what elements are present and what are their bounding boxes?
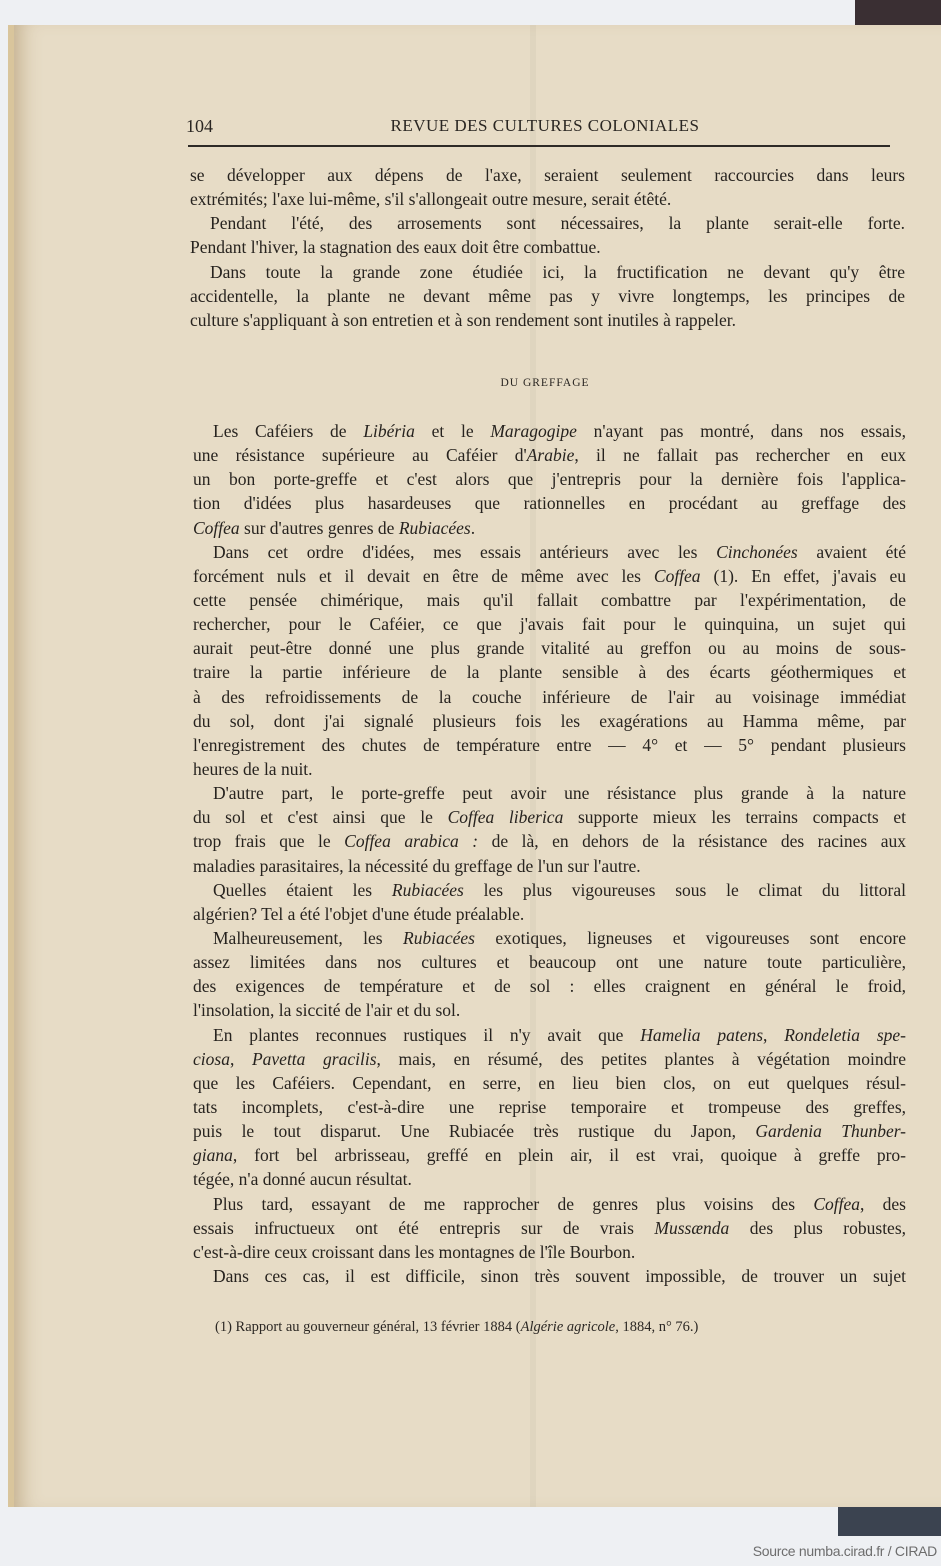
text-line: assez limitées dans nos cultures et beaucoup ont une nature toute particulière,: [193, 952, 906, 973]
paragraph: [190, 163, 905, 211]
italic-term: Rubiacées: [398, 517, 471, 538]
text-line: extrémités; l'axe lui-même, s'il s'allongeait outre mesure, serait étêté.: [190, 189, 672, 210]
text-line: heures de la nuit.: [193, 758, 313, 779]
text-line: du sol, dont j'ai signalé plusieurs fois les exagérations au Hamma même, par: [193, 710, 906, 731]
text-line: puis le tout disparut. Une Rubiacée très rustique du Japon, Gardenia Thunber-: [193, 1121, 907, 1142]
text-line: algérien? Tel a été l'objet d'une étude préalable.: [193, 903, 525, 924]
italic-term: Algérie agricole: [520, 1319, 616, 1335]
text-line: c'est-à-dire ceux croissant dans les montagnes de l'île Bourbon.: [193, 1241, 636, 1262]
text-line: Pendant l'été, des arrosements sont nécessaires, la plante serait-elle forte.: [210, 213, 905, 234]
main-text-block: [193, 419, 906, 1288]
text-line: aurait peut-être donné une plus grande vitalité au greffon ou au moins de sous-: [193, 638, 906, 659]
text-line: maladies parasitaires, la nécessité du greffage de l'un sur l'autre.: [193, 855, 641, 876]
footnote: (1) Rapport au gouverneur général, 13 février 1884 (Algérie agricole, 1884, n° 76.): [215, 1319, 699, 1335]
text-line: D'autre part, le porte-greffe peut avoir une résistance plus grande à la nature: [213, 783, 906, 804]
paragraph: [190, 260, 905, 332]
italic-term: Rondeletia spe-: [784, 1024, 906, 1045]
text-line: des exigences de température et de sol : elles craignent en général le froid,: [193, 976, 906, 997]
text-line: tégée, n'a donné aucun résultat.: [193, 1169, 412, 1190]
paragraph: [193, 419, 906, 540]
italic-term: Maragogipe: [490, 421, 577, 441]
paragraph: [193, 1023, 906, 1192]
text-line: tion d'idées plus hasardeuses que rationnelles en procédant au greffage des: [193, 493, 906, 514]
text-line: Dans ces cas, il est difficile, sinon très souvent impossible, de trouver un sujet: [213, 1265, 906, 1286]
paragraph: [193, 926, 906, 1023]
paragraph: [190, 211, 905, 259]
italic-term: Coffea arabica :: [344, 831, 479, 852]
italic-term: Coffea: [813, 1193, 860, 1214]
italic-term: Hamelia patens: [640, 1024, 764, 1045]
page-number: 104: [186, 116, 213, 136]
text-line: Dans cet ordre d'idées, mes essais antérieurs avec les Cinchonées avaient été: [213, 541, 906, 562]
text-line: En plantes reconnues rustiques il n'y avait que Hamelia patens, Rondeletia spe-: [213, 1024, 906, 1045]
text-line: cette pensée chimérique, mais qu'il fallait combattre par l'expérimentation, de: [193, 589, 906, 610]
text-line: un bon porte-greffe et c'est alors que j'entrepris pour la dernière fois l'applica-: [193, 469, 906, 490]
text-line: une résistance supérieure au Caféier d'Arabie, il ne fallait pas rechercher en eux: [193, 445, 906, 466]
text-line: forcément nuls et il devait en être de même avec les Coffea (1). En effet, j'avais eu: [193, 565, 906, 586]
italic-term: Gardenia Thunber-: [755, 1121, 907, 1142]
text-line: ciosa, Pavetta gracilis, mais, en résumé, des petites plantes à végétation moindre: [193, 1048, 907, 1069]
text-line: se développer aux dépens de l'axe, seraient seulement raccourcies dans leurs: [190, 165, 905, 185]
section-title: DU GREFFAGE: [500, 377, 590, 389]
top-text-block: [190, 163, 905, 332]
text-line: Quelles étaient les Rubiacées les plus vigoureuses sous le climat du littoral: [213, 879, 906, 900]
text-line: l'enregistrement des chutes de température entre — 4° et — 5° pendant plusieurs: [193, 734, 906, 755]
text-line: tats incomplets, c'est-à-dire une reprise temporaire et trompeuse des greffes,: [193, 1096, 906, 1117]
background-object: [838, 1506, 941, 1536]
paragraph: [193, 1192, 906, 1264]
paragraph: [193, 1264, 906, 1288]
text-line: Les Caféiers de Libéria et le Maragogipe n'ayant pas montré, dans nos essais,: [213, 421, 906, 441]
text-line: traire la partie inférieure de la plante sensible à des écarts géothermiques et: [193, 662, 906, 683]
text-line: du sol et c'est ainsi que le Coffea liberica supporte mieux les terrains compacts et: [193, 807, 906, 828]
italic-term: Rubiacées: [403, 927, 475, 948]
text-line: Dans toute la grande zone étudiée ici, la fructification ne devant qu'y être: [210, 261, 905, 282]
text-line: essais infructueux ont été entrepris sur de vrais Mussænda des plus robustes,: [193, 1217, 907, 1238]
header-rule: [188, 145, 890, 147]
text-line: à des refroidissements de la couche inférieure de l'air au voisinage immédiat: [193, 686, 906, 707]
source-credit: Source numba.cirad.fr / CIRAD: [752, 1543, 937, 1559]
paragraph: [193, 781, 906, 878]
text-line: l'insolation, la siccité de l'air et du sol.: [193, 1000, 461, 1021]
text-line: Plus tard, essayant de me rapprocher de genres plus voisins des Coffea, des: [213, 1193, 906, 1214]
italic-term: Pavetta gracilis: [251, 1048, 377, 1069]
italic-term: Cinchonées: [716, 541, 798, 562]
text-line: giana, fort bel arbrisseau, greffé en plein air, il est vrai, quoique à greffe pro-: [193, 1145, 906, 1166]
italic-term: Mussænda: [654, 1217, 730, 1238]
text-line: culture s'appliquant à son entretien et à son rendement sont inutiles à rappeler.: [190, 309, 736, 330]
paragraph: [193, 540, 906, 781]
text-line: que les Caféiers. Cependant, en serre, en lieu bien clos, on eut quelques résul-: [193, 1072, 906, 1093]
italic-term: Coffea: [653, 565, 701, 586]
running-title: REVUE DES CULTURES COLONIALES: [390, 116, 700, 135]
italic-term: Coffea: [193, 517, 240, 538]
text-line: Coffea sur d'autres genres de Rubiacées.: [193, 517, 476, 538]
text-line: Malheureusement, les Rubiacées exotiques, ligneuses et vigoureuses sont encore: [213, 927, 906, 948]
italic-term: Libéria: [363, 421, 415, 441]
italic-term: Coffea liberica: [447, 807, 564, 828]
text-line: trop frais que le Coffea arabica : de là, en dehors de la résistance des racines aux: [193, 831, 906, 852]
text-line: Pendant l'hiver, la stagnation des eaux doit être combattue.: [190, 237, 601, 258]
text-line: accidentelle, la plante ne devant même pas y vivre longtemps, les principes de: [190, 285, 905, 306]
italic-term: Arabie: [526, 445, 575, 466]
text-line: rechercher, pour le Caféier, ce que j'avais fait pour le quinquina, un sujet qui: [193, 614, 906, 635]
italic-term: giana: [193, 1145, 233, 1166]
italic-term: Rubiacées: [391, 879, 464, 900]
italic-term: ciosa: [193, 1048, 230, 1069]
background-object: [855, 0, 941, 26]
paragraph: [193, 878, 906, 926]
